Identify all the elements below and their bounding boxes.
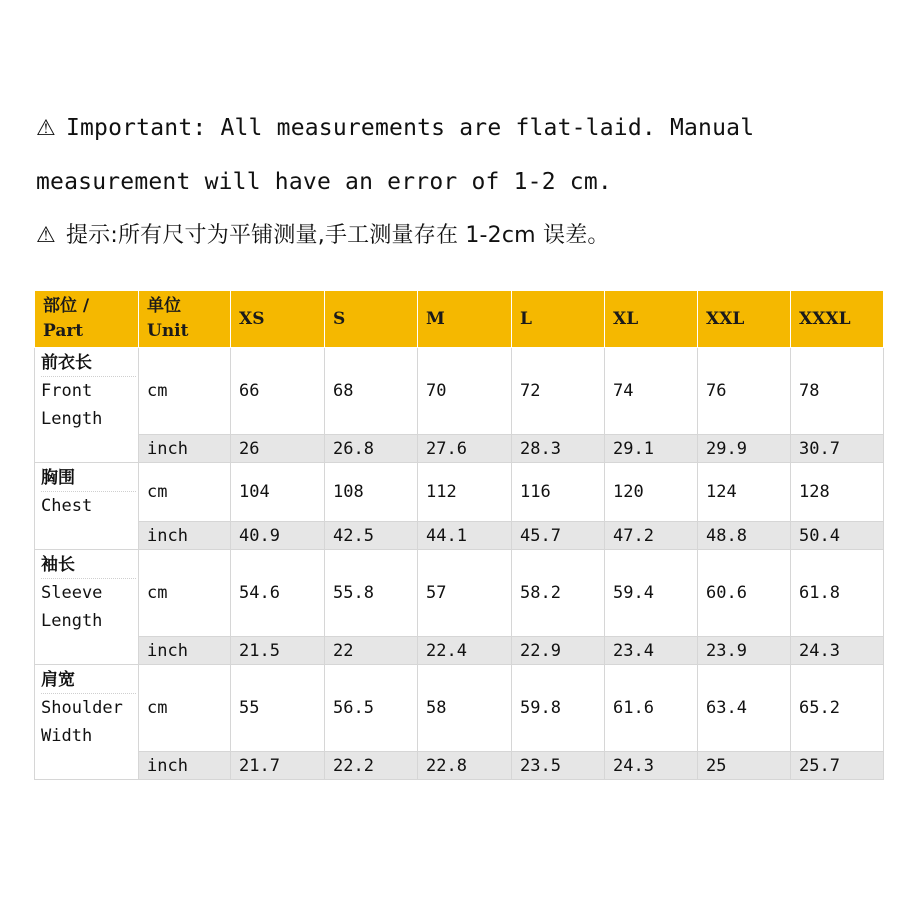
- part-name-en: Front Length: [41, 381, 103, 429]
- table-cell: 24.3: [791, 637, 884, 665]
- table-cell: 26.8: [325, 435, 418, 463]
- notice-text-1: Important: All measurements are flat-laid. Manual: [65, 115, 755, 141]
- part-name-en: Sleeve Length: [41, 583, 103, 631]
- table-cell: 23.4: [605, 637, 698, 665]
- header-size: M: [418, 291, 512, 348]
- table-cell: 58: [418, 665, 512, 752]
- table-cell: 45.7: [512, 522, 605, 550]
- table-cell: 65.2: [791, 665, 884, 752]
- unit-cell: inch: [139, 435, 231, 463]
- table-cell: 72: [512, 348, 605, 435]
- part-cell: [35, 348, 139, 463]
- part-cell: [35, 463, 139, 550]
- table-cell: 55: [231, 665, 325, 752]
- table-cell: 56.5: [325, 665, 418, 752]
- table-cell: 76: [698, 348, 791, 435]
- table-row: [35, 522, 884, 550]
- part-cell: [35, 550, 139, 665]
- table-cell: 25: [698, 752, 791, 780]
- table-cell: 22.2: [325, 752, 418, 780]
- unit-cell: inch: [139, 752, 231, 780]
- table-row: [35, 348, 884, 435]
- table-cell: 22.4: [418, 637, 512, 665]
- table-cell: 22.9: [512, 637, 605, 665]
- table-cell: 58.2: [512, 550, 605, 637]
- table-row: [35, 637, 884, 665]
- table-cell: 63.4: [698, 665, 791, 752]
- table-cell: 57: [418, 550, 512, 637]
- table-cell: 59.4: [605, 550, 698, 637]
- table-cell: 61.8: [791, 550, 884, 637]
- table-cell: 29.9: [698, 435, 791, 463]
- part-name-zh: 胸围: [41, 463, 136, 492]
- table-cell: 40.9: [231, 522, 325, 550]
- table-cell: 55.8: [325, 550, 418, 637]
- notice-english-line-2: measurement will have an error of 1-2 cm.: [36, 169, 612, 195]
- table-cell: 22.8: [418, 752, 512, 780]
- unit-cell: inch: [139, 637, 231, 665]
- table-cell: 23.5: [512, 752, 605, 780]
- header-part: 部位 / Part: [35, 291, 139, 348]
- unit-cell: cm: [139, 550, 231, 637]
- table-cell: 66: [231, 348, 325, 435]
- table-cell: 124: [698, 463, 791, 522]
- table-cell: 44.1: [418, 522, 512, 550]
- table-cell: 23.9: [698, 637, 791, 665]
- table-cell: 60.6: [698, 550, 791, 637]
- table-cell: 21.7: [231, 752, 325, 780]
- notice-text-zh: 提示:所有尺寸为平铺测量,手工测量存在 1-2cm 误差。: [65, 223, 610, 248]
- table-row: [35, 435, 884, 463]
- unit-cell: cm: [139, 665, 231, 752]
- table-cell: 26: [231, 435, 325, 463]
- table-cell: 29.1: [605, 435, 698, 463]
- table-row: [35, 665, 884, 752]
- header-size: XXXL: [791, 291, 884, 348]
- table-cell: 54.6: [231, 550, 325, 637]
- part-name-en: Shoulder Width: [41, 698, 123, 746]
- table-cell: 68: [325, 348, 418, 435]
- table-cell: 104: [231, 463, 325, 522]
- table-cell: 25.7: [791, 752, 884, 780]
- table-cell: 42.5: [325, 522, 418, 550]
- unit-cell: inch: [139, 522, 231, 550]
- table-cell: 116: [512, 463, 605, 522]
- warning-icon: ⚠: [36, 223, 56, 248]
- part-name-en: Chest: [41, 496, 93, 516]
- part-name-zh: 前衣长: [41, 348, 136, 377]
- table-row: [35, 463, 884, 522]
- table-cell: 22: [325, 637, 418, 665]
- table-cell: 78: [791, 348, 884, 435]
- table-cell: 30.7: [791, 435, 884, 463]
- table-cell: 50.4: [791, 522, 884, 550]
- part-name-zh: 肩宽: [41, 665, 136, 694]
- header-size: L: [512, 291, 605, 348]
- table-cell: 59.8: [512, 665, 605, 752]
- table-row: [35, 752, 884, 780]
- header-unit: 单位 Unit: [139, 291, 231, 348]
- table-cell: 24.3: [605, 752, 698, 780]
- table-cell: 21.5: [231, 637, 325, 665]
- table-cell: 28.3: [512, 435, 605, 463]
- unit-cell: cm: [139, 463, 231, 522]
- notice-english-line-1: [36, 114, 754, 143]
- table-cell: 48.8: [698, 522, 791, 550]
- table-row: [35, 550, 884, 637]
- table-cell: 47.2: [605, 522, 698, 550]
- header-size: S: [325, 291, 418, 348]
- header-size: XL: [605, 291, 698, 348]
- table-cell: 70: [418, 348, 512, 435]
- table-cell: 112: [418, 463, 512, 522]
- table-cell: 27.6: [418, 435, 512, 463]
- table-cell: 74: [605, 348, 698, 435]
- size-chart-table: [34, 290, 884, 780]
- part-name-zh: 袖长: [41, 550, 136, 579]
- unit-cell: cm: [139, 348, 231, 435]
- warning-icon: ⚠: [36, 116, 56, 141]
- table-cell: 128: [791, 463, 884, 522]
- notice-chinese-line: [36, 222, 610, 250]
- part-cell: [35, 665, 139, 780]
- header-size: XS: [231, 291, 325, 348]
- table-cell: 61.6: [605, 665, 698, 752]
- table-cell: 120: [605, 463, 698, 522]
- header-size: XXL: [698, 291, 791, 348]
- table-cell: 108: [325, 463, 418, 522]
- table-header-row: [35, 291, 884, 348]
